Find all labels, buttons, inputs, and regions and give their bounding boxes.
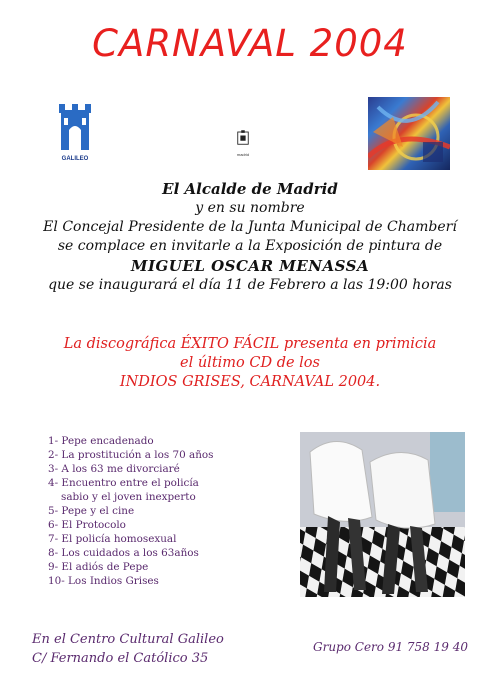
promo-line-cd: el último CD de los <box>180 355 320 371</box>
galileo-logo <box>55 100 95 162</box>
track-item: 10- Los Indios Grises <box>48 575 159 587</box>
invitation-line-date: que se inaugurará el día 11 de Febrero a las 19:00 horas <box>48 277 452 293</box>
invitation-line-mayor: El Alcalde de Madrid <box>162 180 338 198</box>
madrid-bear-icon <box>236 130 250 148</box>
painting-image <box>368 97 450 170</box>
track-item: 8- Los cuidados a los 63años <box>48 547 199 559</box>
dancers-photo <box>300 432 465 597</box>
track-item: 1- Pepe encadenado <box>48 435 154 447</box>
castle-tower-icon <box>55 100 95 152</box>
invitation-line-artist: MIGUEL OSCAR MENASSA <box>130 257 370 275</box>
track-list <box>48 434 298 588</box>
galileo-caption: GALILEO <box>61 156 89 162</box>
madrid-caption: madrid <box>236 152 250 157</box>
venue-name: En el Centro Cultural Galileo <box>32 632 224 647</box>
invitation-line-invite: se complace en invitarle a la Exposición de pintura de <box>57 238 443 254</box>
track-item: 5- Pepe y el cine <box>48 505 135 517</box>
track-item: 2- La prostitución a los 70 años <box>48 449 214 461</box>
invitation-line-name: y en su nombre <box>195 200 305 216</box>
venue-address: C/ Fernando el Católico 35 <box>32 651 209 666</box>
venue-info <box>32 630 224 668</box>
track-item: 9- El adiós de Pepe <box>48 561 149 573</box>
promo-line-album: INDIOS GRISES, CARNAVAL 2004. <box>119 374 381 390</box>
track-item: 3- A los 63 me divorciaré <box>48 463 180 475</box>
track-item: 4- Encuentro entre el policía <box>48 477 199 489</box>
contact-info: Grupo Cero 91 758 19 40 <box>313 640 468 654</box>
promo-line-label: La discográfica ÉXITO FÁCIL presenta en primicia <box>63 336 437 352</box>
poster-title: CARNAVAL 2004 <box>92 22 408 65</box>
madrid-logo <box>232 130 254 160</box>
track-item: 6- El Protocolo <box>48 519 126 531</box>
track-item: 7- El policía homosexual <box>48 533 177 545</box>
track-item-continuation: sabio y el joven inexperto <box>61 491 196 503</box>
invitation-line-councillor: El Concejal Presidente de la Junta Municipal de Chamberí <box>43 219 457 235</box>
